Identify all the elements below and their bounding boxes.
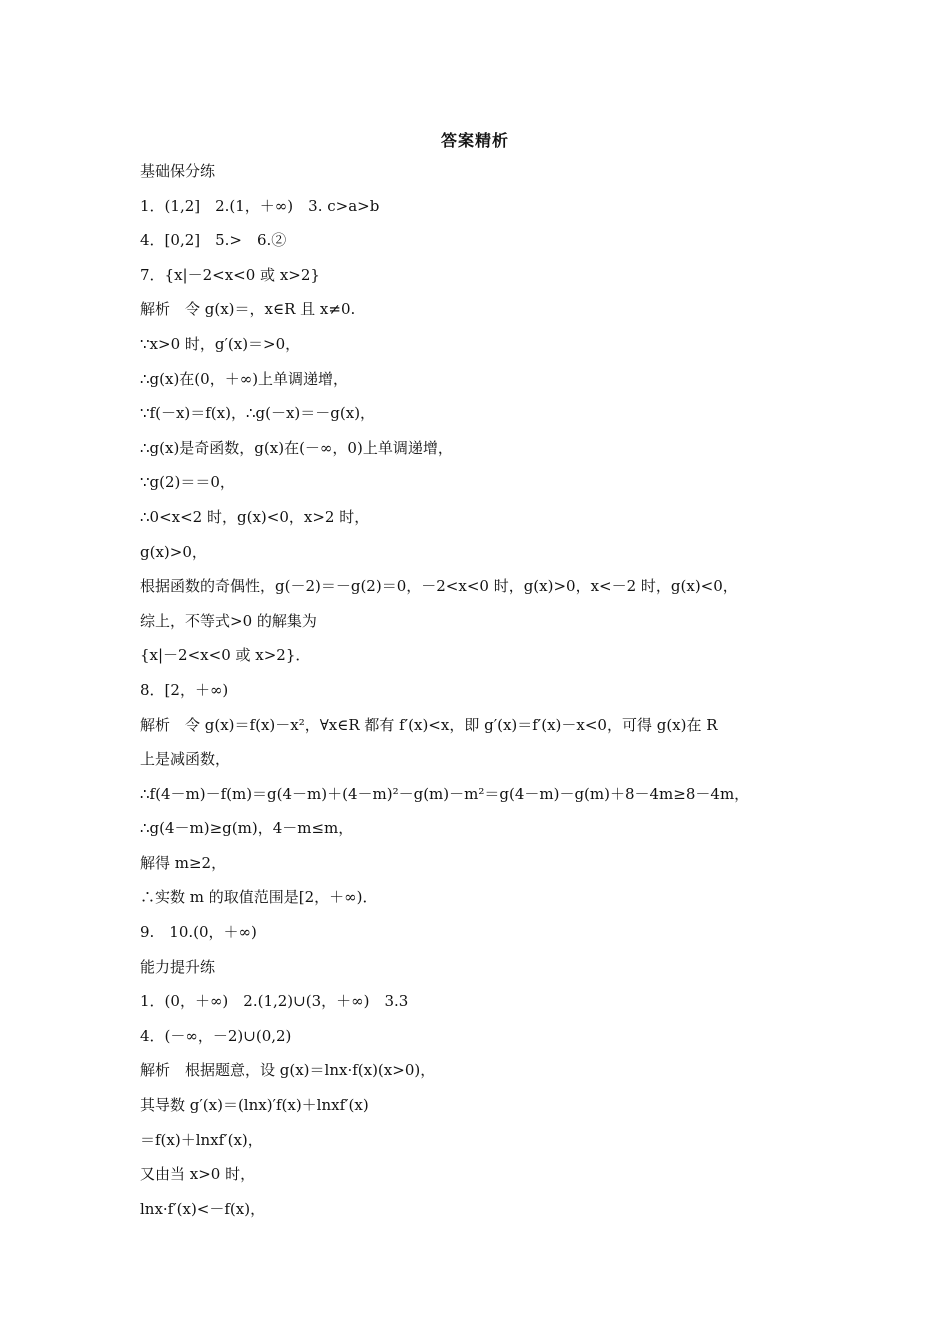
answer-line: 上是减函数，: [140, 750, 231, 769]
answer-line: ∴g(4－m)≥g(m)，4－m≤m，: [140, 819, 354, 838]
answer-line: ∴g(x)是奇函数，g(x)在(－∞，0)上单调递增，: [140, 438, 453, 457]
answer-line: g(x)>0，: [140, 542, 207, 561]
answer-line: ∴0<x<2 时，g(x)<0，x>2 时，: [140, 507, 370, 526]
answer-line: ∵x>0 时，g′(x)＝>0，: [140, 334, 301, 353]
answer-line: 7．{x|－2<x<0 或 x>2}: [140, 265, 320, 284]
answer-line: 1．(1,2] 2.(1，＋∞) 3. c>a>b: [140, 196, 380, 215]
section-heading-basic: 基础保分练: [140, 162, 216, 180]
answer-line: 解析 根据题意，设 g(x)＝lnx·f(x)(x>0)，: [140, 1061, 436, 1080]
answer-line: 根据函数的奇偶性，g(－2)＝－g(2)＝0，－2<x<0 时，g(x)>0，x<－2 时，g(x)<0，: [140, 577, 738, 596]
answer-line: ＝f(x)＋lnxf′(x)，: [140, 1130, 263, 1149]
answer-line: 其导数 g′(x)＝(lnx)′f(x)＋lnxf′(x): [140, 1096, 369, 1115]
section-heading-advanced: 能力提升练: [140, 957, 216, 976]
answer-line: {x|－2<x<0 或 x>2}．: [140, 646, 311, 665]
answer-line: ∴g(x)在(0，＋∞)上单调递增，: [140, 369, 349, 388]
answer-line: 解析 令 g(x)＝，x∈R 且 x≠0.: [140, 300, 356, 319]
answer-line: 4．[0,2] 5.> 6.②: [140, 231, 287, 250]
answer-body: [140, 154, 830, 1226]
answer-line: 又由当 x>0 时，: [140, 1165, 256, 1184]
answer-line: 解得 m≥2，: [140, 853, 227, 872]
answer-line: ∵g(2)＝＝0，: [140, 473, 235, 492]
answer-line: ∴f(4－m)－f(m)＝g(4－m)＋(4－m)²－g(m)－m²＝g(4－m)－g(m)＋8－4m≥8－4m，: [140, 784, 750, 803]
answer-line: 1．(0，＋∞) 2.(1,2)∪(3，＋∞) 3.3: [140, 992, 409, 1011]
answer-line: 综上，不等式>0 的解集为: [140, 611, 317, 630]
answer-line: ∴实数 m 的取值范围是[2，＋∞)．: [140, 888, 378, 907]
answer-line: 8．[2，＋∞): [140, 680, 229, 699]
answer-line: 解析 令 g(x)＝f(x)－x²，∀x∈R 都有 f′(x)<x，即 g′(x)＝f′(x)－x<0，可得 g(x)在 R: [140, 715, 718, 734]
answer-line: lnx·f′(x)<－f(x)，: [140, 1199, 266, 1218]
answer-line: 9. 10.(0，＋∞): [140, 923, 257, 942]
page-title: 答案精析: [440, 131, 509, 150]
answer-line: ∵f(－x)＝f(x)，∴g(－x)＝－g(x)，: [140, 404, 376, 423]
answer-line: 4．(－∞，－2)∪(0,2): [140, 1026, 292, 1045]
